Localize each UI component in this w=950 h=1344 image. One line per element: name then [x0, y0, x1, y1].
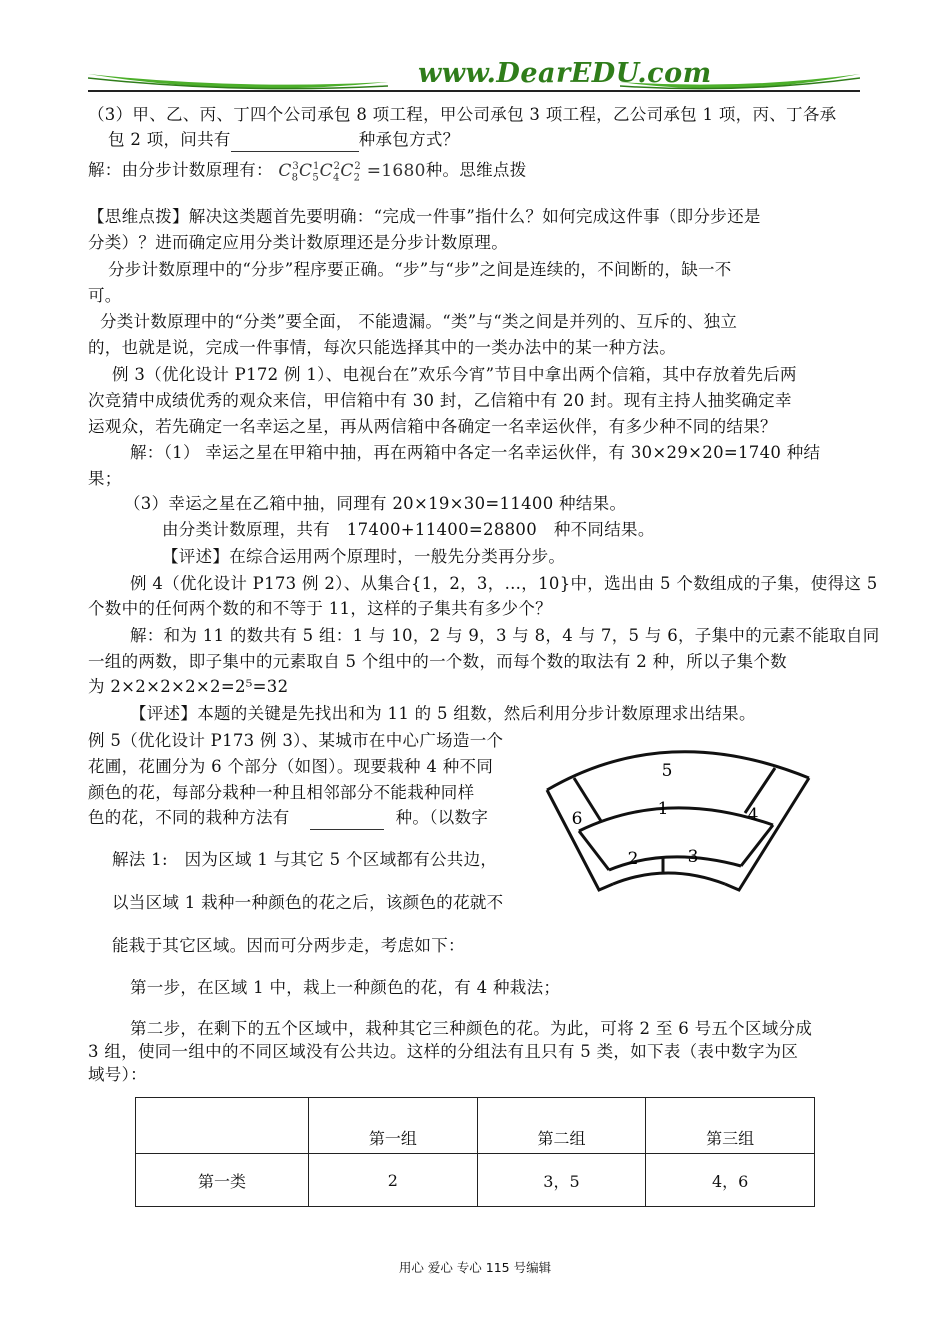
text-segment: 解：由分步计数原理有： [88, 160, 273, 180]
region-label-4: 4 [747, 805, 759, 825]
text-line: 由分类计数原理，共有 17400+11400=28800 种不同结果。 [162, 520, 655, 539]
text-line: 以当区域 1 栽种一种颜色的花之后，该颜色的花就不 [112, 893, 504, 912]
text-segment: 包 2 项，问共有 [108, 130, 231, 149]
text-line: 解：（1） 幸运之星在甲箱中抽，再在两箱中各定一名幸运伙伴，有 30×29×20=1740 种结 [130, 443, 821, 462]
region-label-5: 5 [661, 761, 673, 781]
text-segment: 种。（以数字 [395, 808, 489, 827]
text-line: 果； [88, 469, 122, 488]
table-header-row [136, 1098, 815, 1154]
combination-formula: $C_8^3C_5^1C_4^2C_2^2 =1680$ [278, 160, 426, 184]
table-row [136, 1154, 815, 1207]
text-line: 解：和为 11 的数共有 5 组：1 与 10，2 与 9，3 与 8，4 与 7，5 与 6，子集中的元素不能取自同 [130, 626, 880, 645]
text-line: 运观众，若先确定一名幸运之星，再从两信箱中各确定一名幸运伙伴，有多少种不同的结果？ [88, 417, 777, 436]
text-segment: 种。思维点拨 [425, 160, 527, 180]
region-label-6: 6 [571, 809, 583, 829]
answer-blank [231, 133, 359, 152]
text-line: 分类计数原理中的“分类”要全面， 不能遗漏。“类”与“类之间是并列的、互斥的、独立 [100, 312, 738, 331]
table-header-cell [136, 1098, 309, 1154]
text-line: 第一步，在区域 1 中，栽上一种颜色的花，有 4 种栽法； [130, 978, 561, 997]
text-segment: 种承包方式？ [358, 130, 460, 149]
site-header-logo [88, 60, 860, 100]
text-line: 颜色的花，每部分栽种一种且相邻部分不能栽种同样 [88, 783, 475, 802]
text-line: 的，也就是说，完成一件事情，每次只能选择其中的一类办法中的某一种方法。 [88, 338, 676, 357]
text-line [108, 128, 460, 152]
text-line: 一组的两数，即子集中的元素取自 5 个组中的一个数，而每个数的取法有 2 种，所以子集个数 [88, 652, 787, 671]
table-cell: 3，5 [477, 1154, 646, 1207]
text-line: 例 4（优化设计 P173 例 2）、从集合{1，2，3，…，10}中，选出由 5 个数组成的子集，使得这 5 [130, 574, 878, 593]
text-line: （3）幸运之星在乙箱中抽，同理有 20×19×30=11400 种结果。 [124, 494, 627, 513]
site-name: www.DearEDU.com [418, 58, 712, 89]
formula-result: =1680 [366, 160, 426, 181]
text-line: 解法 1: 因为区域 1 与其它 5 个区域都有公共边， [112, 850, 498, 869]
text-line [88, 155, 527, 190]
text-line: 分步计数原理中的“分步”程序要正确。“步”与“步”之间是连续的，不间断的，缺一不 [108, 260, 732, 279]
table-cell: 2 [309, 1154, 478, 1207]
text-line: 能栽于其它区域。因而可分两步走，考虑如下： [112, 936, 465, 955]
text-line: 个数中的任何两个数的和不等于 11，这样的子集共有多少个？ [88, 599, 552, 618]
region-label-2: 2 [627, 849, 639, 869]
text-line: 分类）？进而确定应用分类计数原理还是分步计数原理。 [88, 233, 508, 252]
page-footer: 用心 爱心 专心 115 号编辑 [398, 1260, 552, 1275]
table-header-cell: 第二组 [477, 1098, 646, 1154]
header-rule [88, 90, 860, 92]
text-line: 花圃，花圃分为 6 个部分（如图）。现要栽种 4 种不同 [88, 757, 494, 776]
text-line: 为 2×2×2×2×2=2⁵=32 [88, 677, 289, 696]
text-line: 第二步，在剩下的五个区域中，栽种其它三种颜色的花。为此，可将 2 至 6 号五个区域分成 [130, 1019, 813, 1038]
text-segment: 色的花，不同的栽种方法有 [88, 808, 290, 827]
text-line: 【思维点拨】解决这类题首先要明确：“完成一件事”指什么？如何完成这件事（即分步还是 [88, 207, 761, 226]
table-cell: 第一类 [136, 1154, 309, 1207]
text-line: 例 3（优化设计 P172 例 1）、电视台在”欢乐今宵”节目中拿出两个信箱，其中存放着先后两 [112, 365, 797, 384]
text-line: 域号）： [88, 1065, 147, 1084]
table-cell: 4，6 [646, 1154, 815, 1207]
region-label-3: 3 [687, 847, 699, 867]
text-line: （3）甲、乙、丙、丁四个公司承包 8 项工程，甲公司承包 3 项工程，乙公司承包 1 项，丙、丁各承 [88, 105, 837, 124]
answer-blank [310, 811, 384, 830]
text-line: 可。 [88, 286, 122, 305]
table-header-cell: 第一组 [309, 1098, 478, 1154]
green-swoosh-left-icon [88, 68, 388, 92]
table-header-cell: 第三组 [646, 1098, 815, 1154]
text-line: 3 组，使同一组中的不同区域没有公共边。这样的分组法有且只有 5 类，如下表（表中数字为区 [88, 1042, 799, 1061]
grouping-table [135, 1097, 815, 1207]
text-line: 【评述】本题的关键是先找出和为 11 的 5 组数，然后利用分步计数原理求出结果。 [130, 704, 756, 723]
text-line [88, 806, 488, 830]
text-line: 例 5（优化设计 P173 例 3）、某城市在中心广场造一个 [88, 731, 504, 750]
region-label-1: 1 [657, 799, 669, 819]
text-line: 【评述】在综合运用两个原理时，一般先分类再分步。 [162, 547, 566, 566]
text-line: 次竞猜中成绩优秀的观众来信，甲信箱中有 30 封，乙信箱中有 20 封。现有主持人抽奖确定幸 [88, 391, 792, 410]
flower-bed-diagram [527, 738, 829, 930]
